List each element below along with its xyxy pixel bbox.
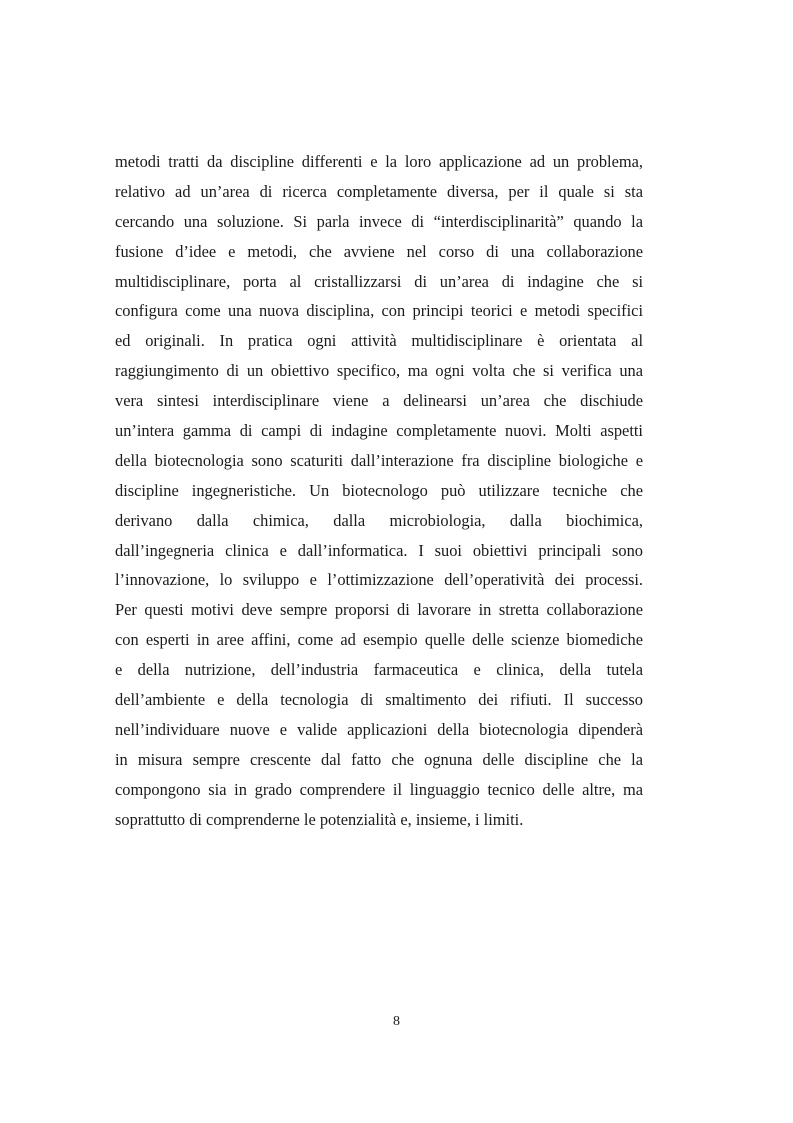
paragraph-line: e della nutrizione, dell’industria farmaceutica e clinica, della tutela bbox=[115, 660, 643, 680]
page-number: 8 bbox=[393, 1014, 400, 1029]
paragraph-line: discipline ingegneristiche. Un biotecnologo può utilizzare tecniche che bbox=[115, 480, 643, 500]
paragraph-line: l’innovazione, lo sviluppo e l’ottimizzazione dell’operatività dei processi. bbox=[115, 570, 643, 590]
paragraph-line: vera sintesi interdisciplinare viene a delinearsi un’area che dischiude bbox=[115, 391, 643, 411]
paragraph-line: relativo ad un’area di ricerca completamente diversa, per il quale si sta bbox=[115, 181, 643, 201]
paragraph-line: multidisciplinare, porta al cristallizzarsi di un’area di indagine che si bbox=[115, 271, 643, 291]
paragraph-line: raggiungimento di un obiettivo specifico, ma ogni volta che si verifica una bbox=[115, 361, 643, 381]
paragraph-line: configura come una nuova disciplina, con principi teorici e metodi specifici bbox=[115, 301, 643, 321]
paragraph-line: nell’individuare nuove e valide applicazioni della biotecnologia dipenderà bbox=[115, 719, 643, 739]
paragraph-line: soprattutto di comprenderne le potenzialità e, insieme, i limiti. bbox=[115, 809, 524, 829]
paragraph-line: un’intera gamma di campi di indagine completamente nuovi. Molti aspetti bbox=[115, 421, 643, 441]
paragraph-line: Per questi motivi deve sempre proporsi di lavorare in stretta collaborazione bbox=[115, 600, 643, 620]
paragraph-line: dall’ingegneria clinica e dall’informatica. I suoi obiettivi principali sono bbox=[115, 540, 643, 560]
paragraph-line: derivano dalla chimica, dalla microbiologia, dalla biochimica, bbox=[115, 510, 643, 530]
paragraph-line: cercando una soluzione. Si parla invece di “interdisciplinarità” quando la bbox=[115, 211, 643, 231]
paragraph-line: in misura sempre crescente dal fatto che ognuna delle discipline che la bbox=[115, 749, 643, 769]
paragraph-line: fusione d’idee e metodi, che avviene nel corso di una collaborazione bbox=[115, 241, 643, 261]
paragraph-line: ed originali. In pratica ogni attività multidisciplinare è orientata al bbox=[115, 331, 643, 351]
paragraph-line: metodi tratti da discipline differenti e la loro applicazione ad un problema, bbox=[115, 152, 643, 171]
paragraph-line: della biotecnologia sono scaturiti dall’interazione fra discipline biologiche e bbox=[115, 450, 643, 470]
paragraph-line: con esperti in aree affini, come ad esempio quelle delle scienze biomediche bbox=[115, 630, 643, 650]
paragraph-line: dell’ambiente e della tecnologia di smaltimento dei rifiuti. Il successo bbox=[115, 690, 643, 710]
body-paragraph bbox=[115, 147, 643, 834]
paragraph-line: compongono sia in grado comprendere il linguaggio tecnico delle altre, ma bbox=[115, 779, 643, 799]
